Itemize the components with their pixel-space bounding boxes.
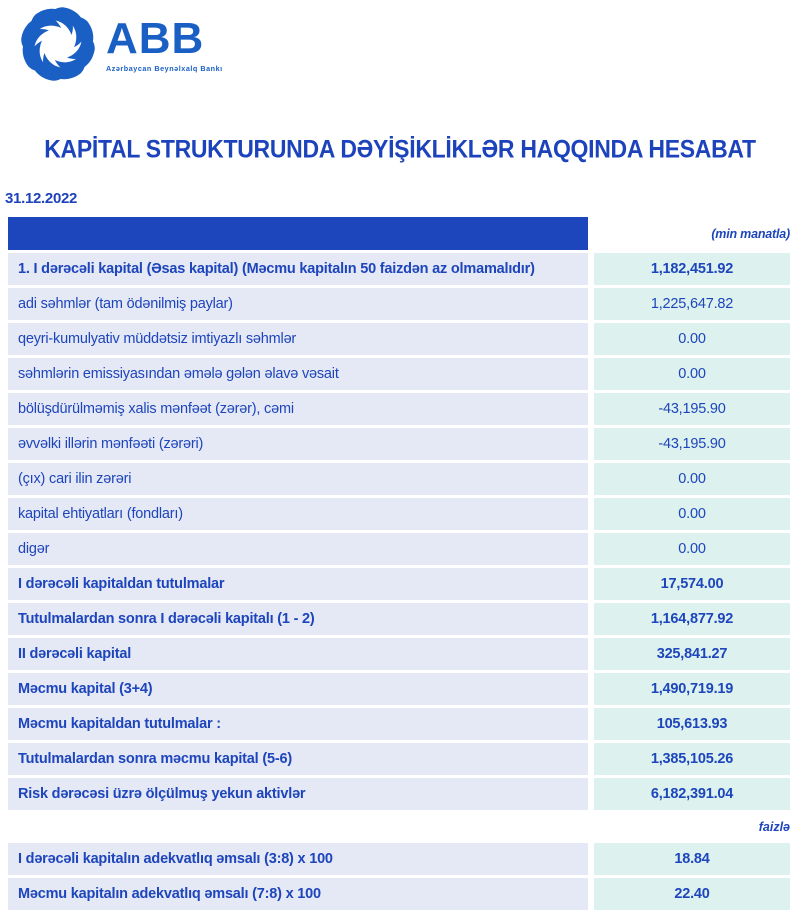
row-value: 1,385,105.26 xyxy=(594,743,790,775)
row-value: 1,164,877.92 xyxy=(594,603,790,635)
row-value: 0.00 xyxy=(594,533,790,565)
table-row xyxy=(8,708,790,740)
row-value: 1,225,647.82 xyxy=(594,288,790,320)
row-value: 18.84 xyxy=(594,843,790,875)
table-row xyxy=(8,638,790,670)
row-label: Tutulmalardan sonra I dərəcəli kapitalı (1 - 2) xyxy=(8,603,588,635)
row-value: 0.00 xyxy=(594,463,790,495)
percent-note: faizlə xyxy=(758,819,790,834)
row-value: 22.40 xyxy=(594,878,790,910)
row-label: I dərəcəli kapitaldan tutulmalar xyxy=(8,568,588,600)
logo-text-block xyxy=(106,14,223,73)
table-row xyxy=(8,533,790,565)
table-row xyxy=(8,253,790,285)
table-row xyxy=(8,743,790,775)
table-header-bar xyxy=(8,217,588,250)
row-label: I dərəcəli kapitalın adekvatlıq əmsalı (3:8) x 100 xyxy=(8,843,588,875)
row-value: 1,490,719.19 xyxy=(594,673,790,705)
row-value: 0.00 xyxy=(594,323,790,355)
capital-table-rows xyxy=(8,253,790,810)
row-label: əvvəlki illərin mənfəəti (zərəri) xyxy=(8,428,588,460)
capital-table xyxy=(8,217,790,913)
table-row xyxy=(8,428,790,460)
row-value: 105,613.93 xyxy=(594,708,790,740)
row-label: Məcmu kapitalın adekvatlıq əmsalı (7:8) x 100 xyxy=(8,878,588,910)
capital-table-percent-rows xyxy=(8,843,790,910)
logo-wordmark: ABB xyxy=(106,14,205,63)
table-row xyxy=(8,673,790,705)
row-value: -43,195.90 xyxy=(594,428,790,460)
row-value: 0.00 xyxy=(594,358,790,390)
table-row xyxy=(8,323,790,355)
row-label: qeyri-kumulyativ müddətsiz imtiyazlı səhmlər xyxy=(8,323,588,355)
row-label: Tutulmalardan sonra məcmu kapital (5-6) xyxy=(8,743,588,775)
row-value: 17,574.00 xyxy=(594,568,790,600)
logo-tagline: Azərbaycan Beynəlxalq Bankı xyxy=(106,64,223,73)
row-label: II dərəcəli kapital xyxy=(8,638,588,670)
row-label: adi səhmlər (tam ödənilmiş paylar) xyxy=(8,288,588,320)
row-label: bölüşdürülməmiş xalis mənfəət (zərər), cəmi xyxy=(8,393,588,425)
row-label: Məcmu kapitaldan tutulmalar : xyxy=(8,708,588,740)
abb-swirl-icon xyxy=(18,4,98,84)
page-title: KAPİTAL STRUKTURUNDA DƏYİŞİKLİKLƏR HAQQINDA HESABAT xyxy=(44,134,756,163)
table-header-row xyxy=(8,217,790,250)
percent-note-row xyxy=(8,813,790,840)
row-value: 325,841.27 xyxy=(594,638,790,670)
row-label: kapital ehtiyatları (fondları) xyxy=(8,498,588,530)
row-label: digər xyxy=(8,533,588,565)
table-row xyxy=(8,463,790,495)
row-value: 1,182,451.92 xyxy=(594,253,790,285)
table-row xyxy=(8,393,790,425)
table-row xyxy=(8,358,790,390)
row-label: səhmlərin emissiyasından əmələ gələn əlavə vəsait xyxy=(8,358,588,390)
table-row xyxy=(8,568,790,600)
table-row xyxy=(8,498,790,530)
table-row xyxy=(8,288,790,320)
row-label: (çıx) cari ilin zərəri xyxy=(8,463,588,495)
row-value: 0.00 xyxy=(594,498,790,530)
row-value: -43,195.90 xyxy=(594,393,790,425)
table-row xyxy=(8,843,790,875)
report-date: 31.12.2022 xyxy=(5,190,78,207)
row-value: 6,182,391.04 xyxy=(594,778,790,810)
row-label: 1. I dərəcəli kapital (Əsas kapital) (Məcmu kapitalın 50 faizdən az olmamalıdır) xyxy=(8,253,588,285)
row-label: Risk dərəcəsi üzrə ölçülmuş yekun aktivlər xyxy=(8,778,588,810)
unit-note: (min manatla) xyxy=(711,226,790,241)
row-label: Məcmu kapital (3+4) xyxy=(8,673,588,705)
table-row xyxy=(8,603,790,635)
table-row xyxy=(8,878,790,910)
table-row xyxy=(8,778,790,810)
bank-logo xyxy=(18,4,223,84)
